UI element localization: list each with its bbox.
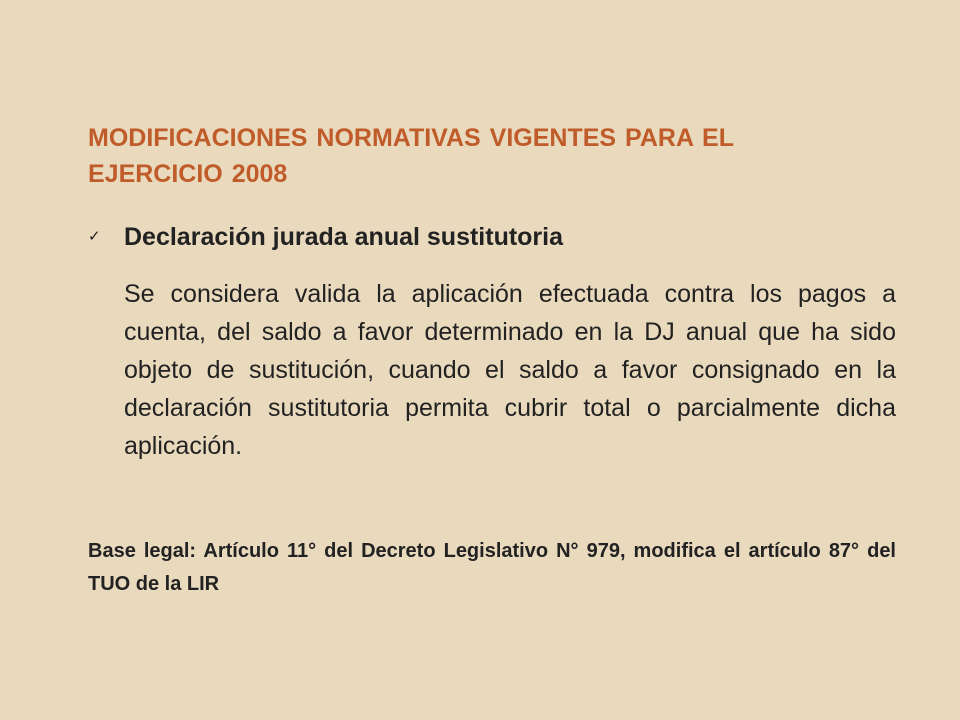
body-paragraph: Se considera valida la aplicación efectuada contra los pagos a cuenta, del saldo a favor determinado en la DJ anual que ha sido objeto de sustitución, cuando el saldo a favor consignado en la declaración sustitutoria permita cubrir total o parcialmente dicha aplicación.	[124, 280, 896, 460]
bullet-heading: Declaración jurada anual sustitutoria	[124, 223, 564, 251]
legal-basis: Base legal: Artículo 11° del Decreto Legislativo N° 979, modifica el artículo 87° del TUO de la LIR	[88, 540, 896, 595]
checkmark-icon: ✓	[88, 228, 101, 245]
slide-title: MODIFICACIONES NORMATIVAS VIGENTES PARA EL EJERCICIO 2008	[88, 124, 734, 188]
bullet-item	[88, 218, 898, 256]
